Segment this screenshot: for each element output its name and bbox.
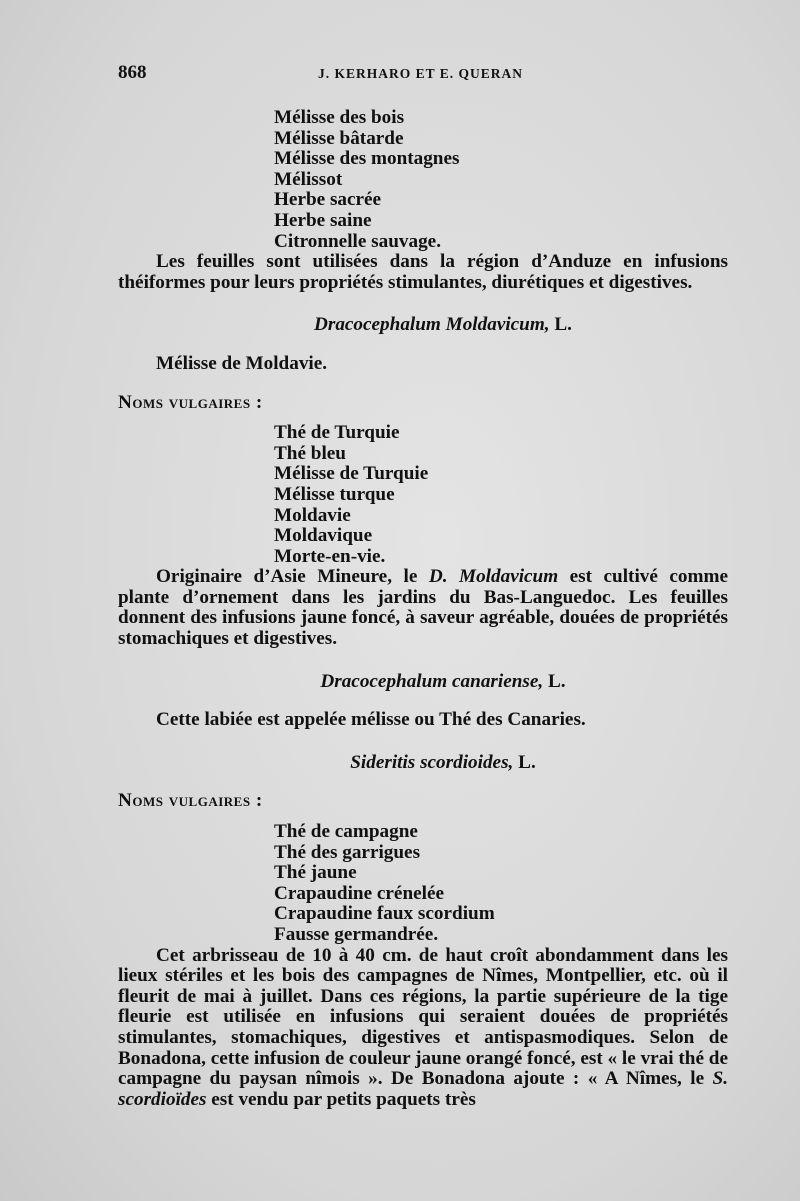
list-item: Mélisse des montagnes xyxy=(274,148,460,170)
sideritis-paragraph: Cet arbrisseau de 10 à 40 cm. de haut croît abondamment dans les lieux stériles et les bois des campagnes de Nîmes, Montpellier, etc. où il fleurit de mai à juillet. Dans ces régions, la partie supérieure de la tige fleurie est utilisée en infusions qui seraient douées de propriétés stimulantes, stomachiques, digestives et antispasmodiques. Selon de Bonadona, cette infusion de couleur jaune orangé foncé, est « le vrai thé de campagne du paysan nîmois ». De Bonadona ajoute : « A Nîmes, le S. scordioïdes est vendu par petits paquets très xyxy=(118,944,728,1110)
noms-vulgaires-label: Noms vulgaires : xyxy=(118,790,263,812)
list-item: Mélisse turque xyxy=(274,483,395,505)
list-item: Citronnelle sauvage. xyxy=(274,230,442,252)
list-item: Mélissot xyxy=(274,168,343,190)
list-item: Mélisse bâtarde xyxy=(274,127,404,149)
noms-vulgaires-label: Noms vulgaires : xyxy=(118,391,263,413)
moldavicum-names-list xyxy=(274,423,728,567)
species-title: Sideritis scordioides, xyxy=(350,751,514,773)
list-item: Thé de Turquie xyxy=(274,422,400,444)
list-item: Thé jaune xyxy=(274,862,357,884)
list-item: Moldavie xyxy=(274,504,351,526)
list-item: Crapaudine faux scordium xyxy=(274,903,495,925)
canariense-paragraph: Cette labiée est appelée mélisse ou Thé des Canaries. xyxy=(156,709,586,731)
moldavicum-paragraph: Originaire d’Asie Mineure, le D. Moldavicum est cultivé comme plante d’ornement dans les jardins du Bas-Languedoc. Les feuilles donnent des infusions jaune foncé, à saveur agréable, douées de propriétés stomachiques et digestives. xyxy=(118,566,728,650)
species-heading-sideritis xyxy=(118,753,728,774)
list-item: Moldavique xyxy=(274,525,373,547)
melisse-paragraph: Les feuilles sont utilisées dans la région d’Anduze en infusions théiformes pour leurs propriétés stimulantes, diurétiques et digestives. xyxy=(118,251,728,293)
species-heading-moldavicum xyxy=(118,315,728,336)
page-number: 868 xyxy=(118,62,147,83)
species-author: L. xyxy=(554,314,572,336)
common-name: Mélisse de Moldavie. xyxy=(156,352,328,374)
list-item: Morte-en-vie. xyxy=(274,545,386,567)
list-item: Thé de campagne xyxy=(274,821,418,843)
list-item: Herbe saine xyxy=(274,209,372,231)
sideritis-names-list xyxy=(274,822,728,946)
list-item: Crapaudine crénelée xyxy=(274,882,444,904)
list-item: Mélisse des bois xyxy=(274,107,405,128)
species-title: Dracocephalum canariense, xyxy=(320,670,544,692)
list-item: Mélisse de Turquie xyxy=(274,463,429,485)
species-author: L. xyxy=(547,670,566,692)
page-header xyxy=(118,62,728,86)
species-heading-canariense xyxy=(118,672,728,693)
running-head: J. KERHARO ET E. QUERAN xyxy=(318,66,524,81)
species-author: L. xyxy=(518,751,536,773)
list-item: Thé bleu xyxy=(274,442,346,464)
list-item: Fausse germandrée. xyxy=(274,924,439,945)
list-item: Herbe sacrée xyxy=(274,189,382,211)
list-item: Thé des garrigues xyxy=(274,841,421,863)
melisse-names-list xyxy=(274,108,728,252)
page-body xyxy=(118,108,728,1110)
species-title: Dracocephalum Moldavicum, xyxy=(314,314,550,336)
